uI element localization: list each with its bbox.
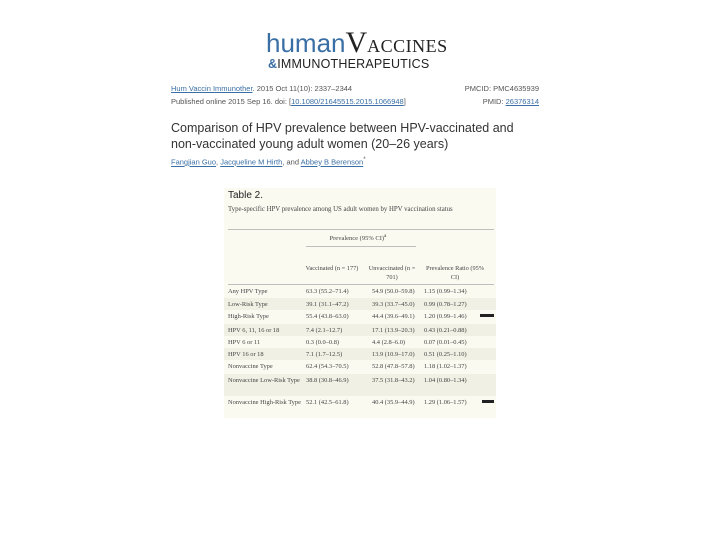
citation-text: . 2015 Oct 11(10): 2337–2344	[252, 84, 353, 93]
table-cell: HPV 16 or 18	[228, 351, 264, 358]
doi-bracket-close: ]	[403, 97, 406, 106]
journal-link[interactable]: Hum Vaccin Immunother	[171, 84, 253, 93]
table-cell: 1.04 (0.80–1.34)	[424, 377, 467, 384]
table-2	[224, 188, 496, 418]
group-header-rule	[306, 246, 416, 247]
author-sep-1: ,	[216, 157, 221, 167]
prevalence-group-header	[308, 233, 408, 242]
table-row	[224, 310, 496, 324]
table-row	[224, 285, 496, 298]
pmcid: PMCID: PMC4635939	[464, 84, 539, 93]
table-cell: 38.8 (30.8–46.9)	[306, 377, 349, 384]
author-link-2[interactable]: Jacqueline M Hirth	[220, 157, 283, 167]
published-line	[171, 97, 539, 106]
citation-line	[171, 84, 539, 93]
logo-ampersand: &	[268, 57, 278, 71]
table-cell: 39.1 (31.1–47.2)	[306, 301, 349, 308]
table-cell: 37.5 (31.8–43.2)	[372, 377, 415, 384]
author-list	[171, 156, 366, 167]
pmid-label: PMID:	[482, 97, 506, 106]
logo-wordmark	[266, 28, 448, 58]
logo-immuno-text: IMMUNOTHERAPEUTICS	[277, 57, 430, 71]
table-cell: 0.07 (0.01–0.45)	[424, 339, 467, 346]
table-cell: Nonvaccine Type	[228, 363, 273, 370]
table-cell: 1.20 (0.99–1.46)	[424, 313, 467, 320]
logo-subtitle	[268, 58, 429, 71]
doi-bracket-open: [	[289, 97, 292, 106]
author-link-3[interactable]: Abbey B Berenson	[300, 157, 364, 167]
pmid-link[interactable]: 26376314	[505, 97, 539, 106]
table-cell: 44.4 (39.6–49.1)	[372, 313, 415, 320]
prevalence-group-label: Prevalence (95% CI)	[329, 235, 385, 243]
table-cell: HPV 6, 11, 16 or 18	[228, 327, 280, 334]
table-cell: Nonvaccine Low-Risk Type	[228, 377, 300, 384]
table-cell: 40.4 (35.9–44.9)	[372, 399, 415, 406]
author-sep-2: , and	[282, 157, 301, 167]
corresponding-mark: *	[363, 156, 366, 163]
table-cell: Low-Risk Type	[228, 301, 268, 308]
table-cell: 54.9 (50.0–59.8)	[372, 288, 415, 295]
journal-logo	[266, 26, 448, 76]
col-header-unvaccinated: Unvaccinated (n = 701)	[368, 265, 416, 281]
table-cell: 62.4 (54.3–70.5)	[306, 363, 349, 370]
table-cell: 1.18 (1.02–1.37)	[424, 363, 467, 370]
table-cell: 7.1 (1.7–12.5)	[306, 351, 343, 358]
col-header-vaccinated: Vaccinated (n = 177)	[305, 265, 359, 272]
table-cell: 0.51 (0.25–1.10)	[424, 351, 467, 358]
table-row	[224, 348, 496, 360]
col-header-prevalence-ratio: Prevalence Ratio (95% CI)	[425, 265, 485, 281]
author-link-1[interactable]: Fangjian Guo	[171, 157, 217, 167]
table-row	[224, 374, 496, 396]
table-cell: Any HPV Type	[228, 288, 268, 295]
table-cell: 0.43 (0.21–0.88)	[424, 327, 467, 334]
article-title: Comparison of HPV prevalence between HPV-vaccinated and non-vaccinated young adult women (20–26 years)	[171, 121, 514, 151]
row-pointer-nonvaccine-high-risk	[482, 400, 494, 403]
table-row	[224, 396, 496, 418]
table-cell: Nonvaccine High-Risk Type	[228, 399, 301, 406]
logo-vaccines-text: ACCINES	[367, 36, 448, 56]
table-cell: 52.8 (47.8–57.8)	[372, 363, 415, 370]
table-cell: 63.3 (55.2–71.4)	[306, 288, 349, 295]
table-cell: 52.1 (42.5–61.8)	[306, 399, 349, 406]
logo-v-letter: V	[345, 26, 368, 59]
table-cell: 0.3 (0.0–0.8)	[306, 339, 340, 346]
table-cell: HPV 6 or 11	[228, 339, 261, 346]
pmid	[483, 97, 539, 106]
logo-human-text: human	[266, 28, 346, 58]
table-title: Table 2.	[228, 190, 264, 201]
prevalence-footnote-mark: a	[384, 233, 387, 239]
table-cell: 4.4 (2.8–6.0)	[372, 339, 406, 346]
table-top-rule	[228, 229, 494, 230]
table-cell: 13.9 (10.9–17.0)	[372, 351, 415, 358]
table-caption: Type-specific HPV prevalence among US adult women by HPV vaccination status	[228, 206, 453, 213]
table-cell: 55.4 (43.8–63.0)	[306, 313, 349, 320]
published-text: Published online 2015 Sep 16. doi:	[171, 97, 290, 106]
table-cell: 7.4 (2.1–12.7)	[306, 327, 343, 334]
row-pointer-high-risk	[480, 314, 494, 317]
table-row	[224, 298, 496, 310]
table-cell: 17.1 (13.9–20.3)	[372, 327, 415, 334]
table-row	[224, 324, 496, 336]
doi-link[interactable]: 10.1080/21645515.2015.1066948	[291, 97, 404, 106]
table-row	[224, 336, 496, 348]
table-cell: 1.15 (0.99–1.34)	[424, 288, 467, 295]
table-cell: 39.3 (33.7–45.0)	[372, 301, 415, 308]
table-row	[224, 360, 496, 374]
table-cell: 1.29 (1.06–1.57)	[424, 399, 467, 406]
table-cell: 0.99 (0.78–1.27)	[424, 301, 467, 308]
table-cell: High-Risk Type	[228, 313, 269, 320]
